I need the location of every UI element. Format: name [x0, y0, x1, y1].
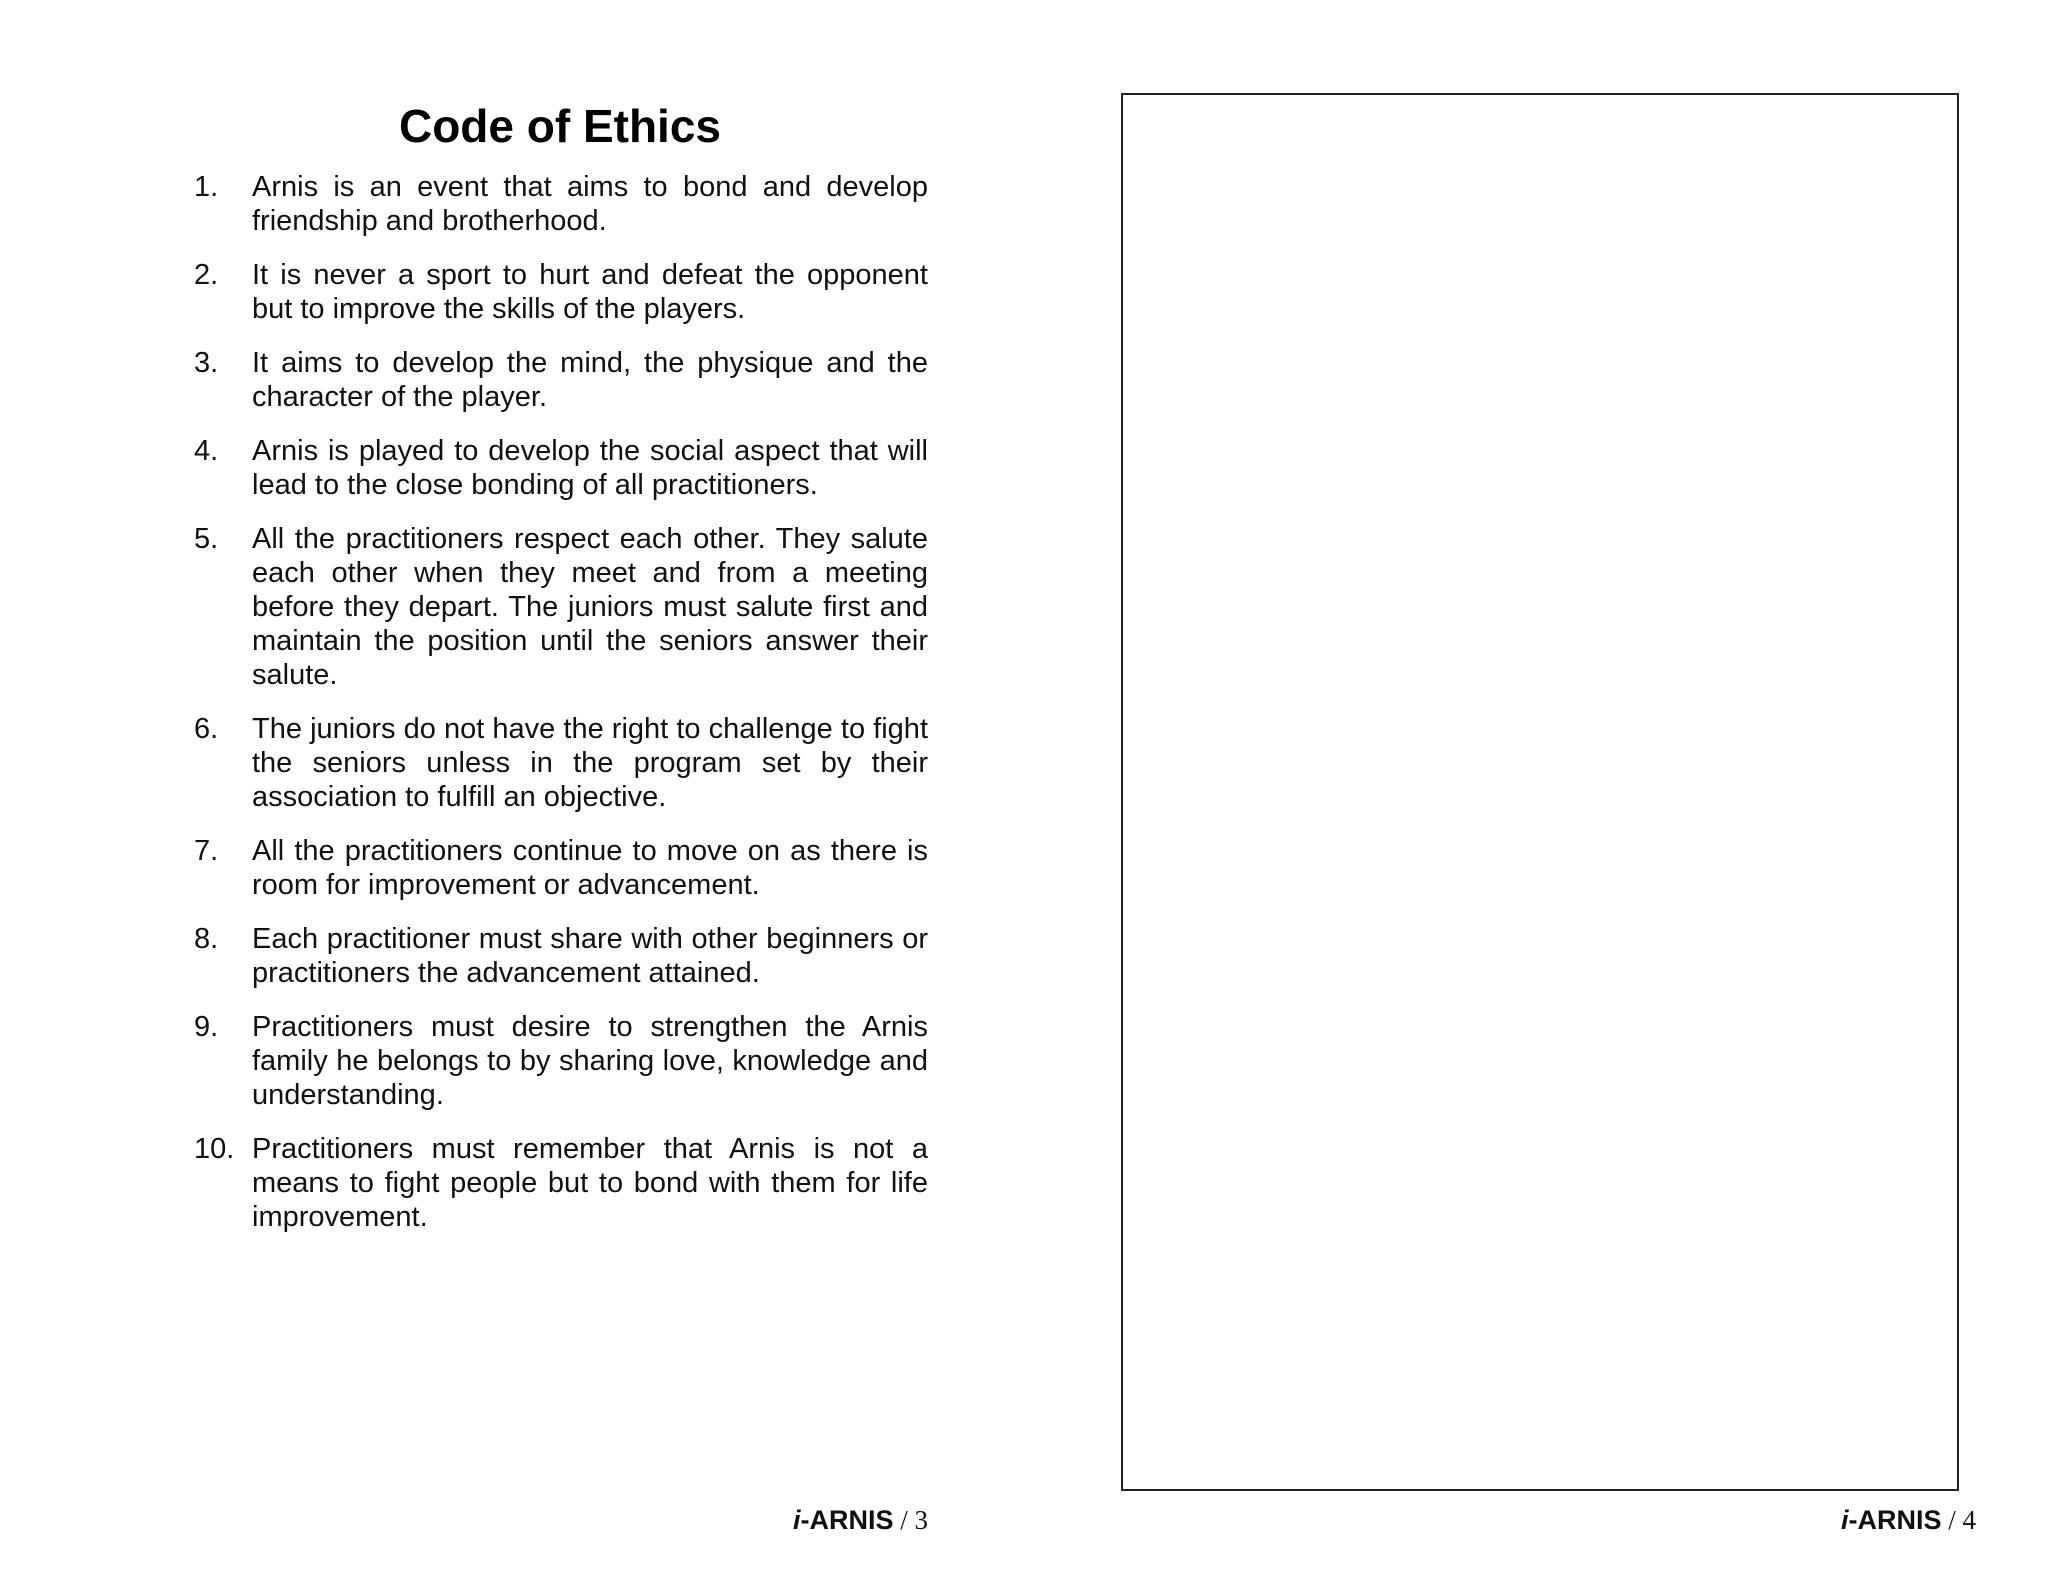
- footer-brand-prefix: i: [792, 1505, 801, 1535]
- footer-brand: -ARNIS: [800, 1505, 894, 1535]
- list-item-text: Arnis is an event that aims to bond and develop friendship and brotherhood.: [252, 171, 928, 237]
- page-footer: [1841, 1502, 1976, 1538]
- list-item: [192, 522, 928, 692]
- right-page: [1024, 0, 2048, 1582]
- page-title: Code of Ethics: [398, 100, 722, 152]
- list-item-text: Practitioners must remember that Arnis is not a means to fight people but to bond with them for life improvement.: [252, 1133, 928, 1233]
- code-of-ethics-list: [192, 170, 928, 1254]
- list-item-text: It is never a sport to hurt and defeat the opponent but to improve the skills of the players.: [252, 259, 928, 325]
- page-number: 3: [914, 1505, 928, 1535]
- list-item-number: 6.: [194, 713, 219, 745]
- list-item: [192, 434, 928, 502]
- list-item: [192, 922, 928, 990]
- list-item-number: 9.: [194, 1011, 219, 1043]
- list-item-number: 7.: [194, 835, 219, 867]
- footer-brand: -ARNIS: [1848, 1505, 1942, 1535]
- list-item-text: The juniors do not have the right to challenge to fight the seniors unless in the program set by their association to fulfill an objective.: [252, 713, 928, 813]
- list-item: [192, 258, 928, 326]
- list-item: [192, 712, 928, 814]
- footer-brand-prefix: i: [1840, 1505, 1849, 1535]
- list-item-number: 2.: [194, 259, 219, 291]
- list-item: [192, 834, 928, 902]
- page-number: 4: [1962, 1505, 1976, 1535]
- list-item-number: 1.: [194, 171, 219, 203]
- page-footer: [793, 1502, 928, 1538]
- list-item-text: Each practitioner must share with other beginners or practitioners the advancement attained.: [252, 923, 928, 989]
- list-item-number: 5.: [194, 523, 219, 555]
- list-item-text: Practitioners must desire to strengthen the Arnis family he belongs to by sharing love, knowledge and understanding.: [252, 1011, 928, 1111]
- footer-separator: /: [1941, 1505, 1963, 1535]
- list-item-number: 8.: [194, 923, 219, 955]
- list-item: [192, 1010, 928, 1112]
- list-item-number: 3.: [194, 347, 219, 379]
- list-item-text: All the practitioners respect each other. They salute each other when they meet and from a meeting before they depart. The juniors must salute first and maintain the position until the seniors answer their salute.: [252, 523, 928, 691]
- list-item-text: It aims to develop the mind, the physique and the character of the player.: [252, 347, 928, 413]
- list-item-number: 4.: [194, 435, 219, 467]
- list-item-text: Arnis is played to develop the social aspect that will lead to the close bonding of all practitioners.: [252, 435, 928, 501]
- list-item: [192, 346, 928, 414]
- blank-frame: [1121, 93, 1959, 1491]
- list-item: [192, 170, 928, 238]
- list-item: [192, 1132, 928, 1234]
- footer-separator: /: [893, 1505, 915, 1535]
- list-item-text: All the practitioners continue to move on as there is room for improvement or advancement.: [252, 835, 928, 901]
- list-item-number: 10.: [194, 1133, 235, 1165]
